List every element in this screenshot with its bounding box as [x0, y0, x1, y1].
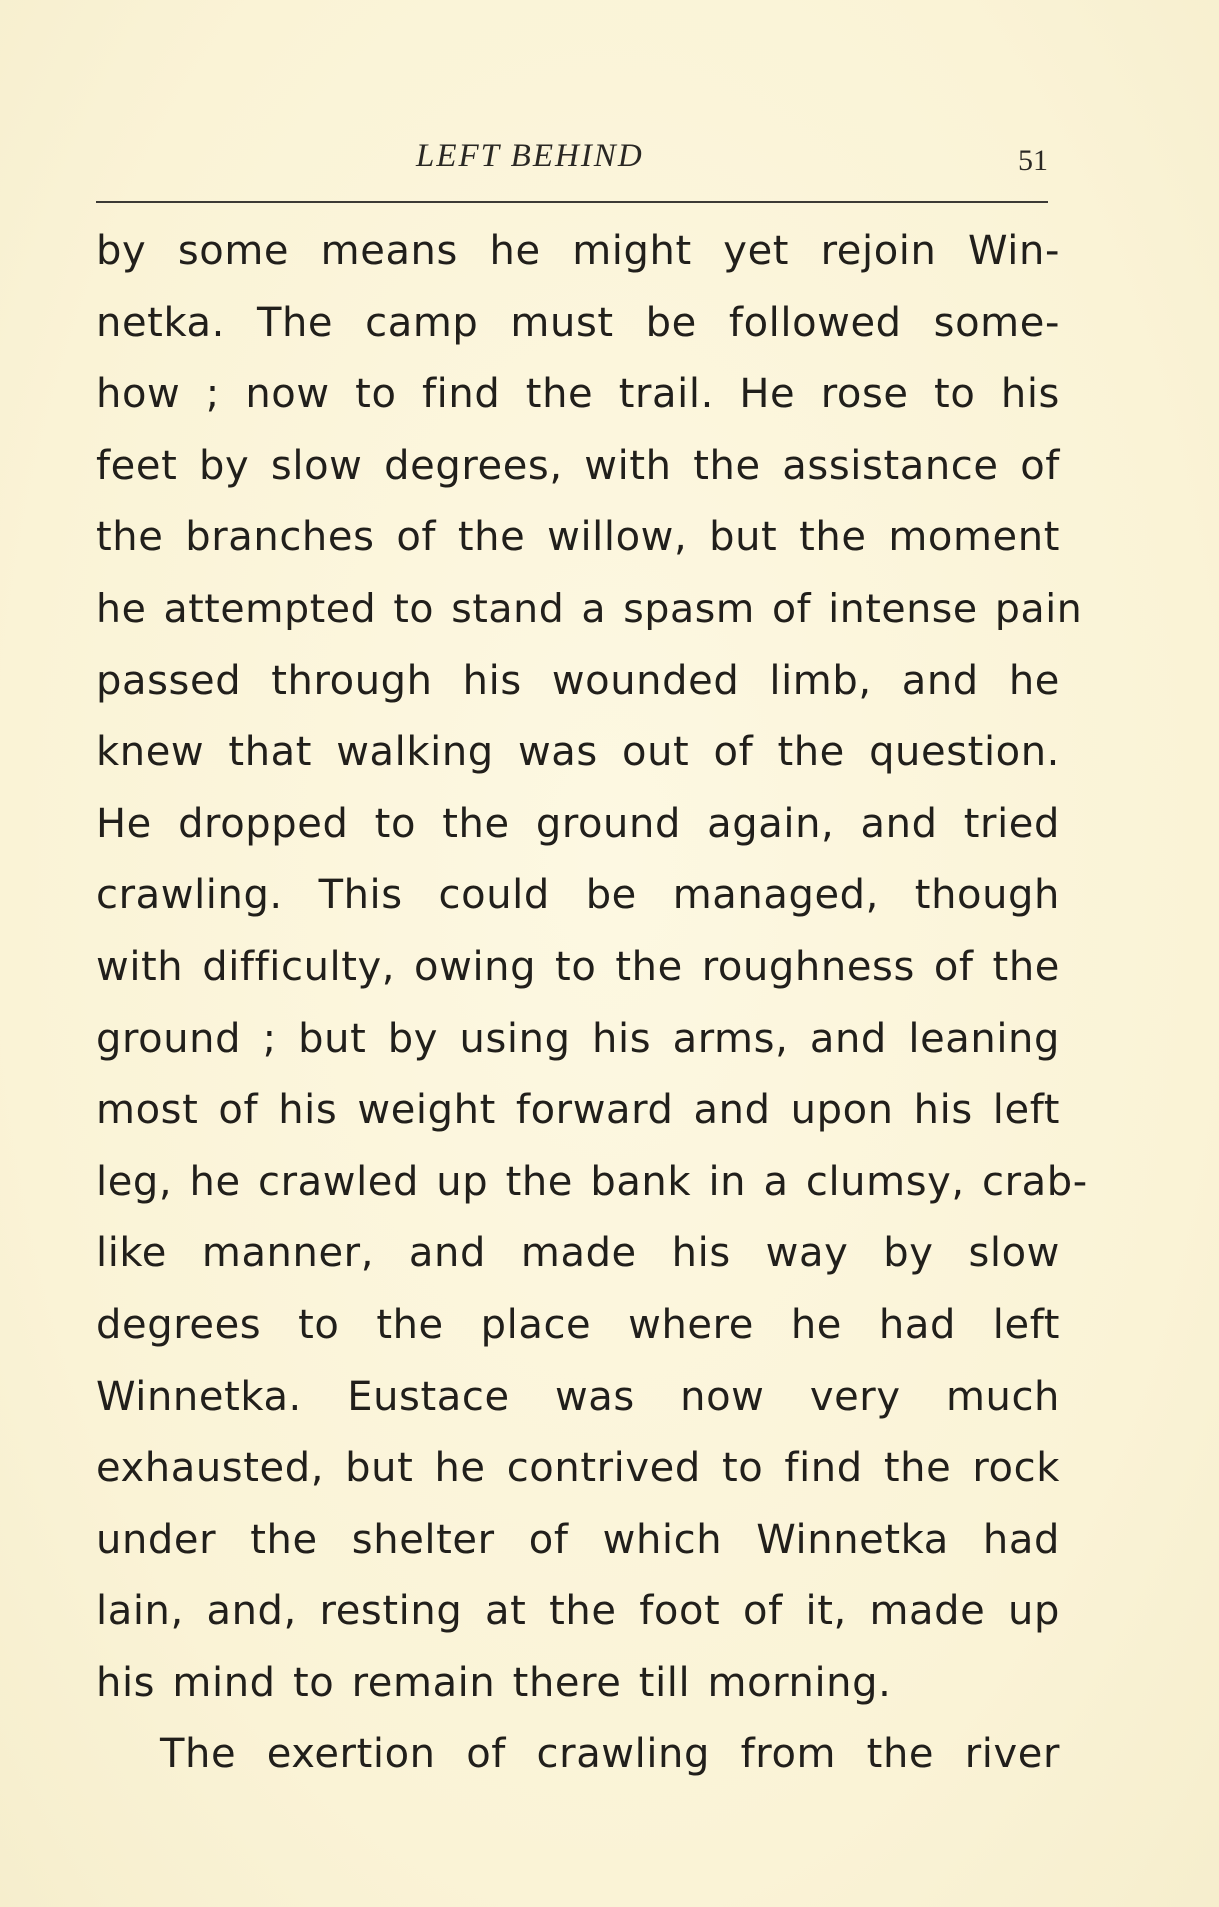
header-rule [96, 201, 1048, 203]
paragraph-start-line: The exertion of crawling from the river [160, 1731, 1060, 1778]
text-line: feet by slow degrees, with the assistance of [96, 442, 1060, 489]
text-line: like manner, and made his way by slow [96, 1230, 1060, 1277]
text-line: by some means he might yet rejoin Win- [96, 228, 1060, 274]
text-line: lain, and, resting at the foot of it, made up [96, 1588, 1060, 1635]
text-line: ground ; but by using his arms, and leaning [96, 1015, 1060, 1062]
text-line: exhausted, but he contrived to find the rock [96, 1445, 1060, 1492]
page-number: 51 [1018, 144, 1048, 177]
page-header [96, 138, 1046, 188]
text-line: how ; now to find the trail. He rose to his [96, 371, 1060, 418]
running-title: LEFT BEHIND [416, 138, 644, 174]
text-line: crawling. This could be managed, though [96, 872, 1060, 919]
text-line: passed through his wounded limb, and he [96, 657, 1060, 704]
text-line: his mind to remain there till morning. [96, 1659, 892, 1706]
text-line: netka. The camp must be followed some- [96, 299, 1060, 346]
text-line: most of his weight forward and upon his left [96, 1087, 1060, 1134]
text-line: He dropped to the ground again, and tried [96, 800, 1060, 847]
body-text [96, 216, 1088, 1791]
text-line: he attempted to stand a spasm of intense pain [96, 585, 1083, 632]
text-line: Winnetka. Eustace was now very much [96, 1373, 1060, 1420]
text-line: knew that walking was out of the question. [96, 729, 1060, 776]
text-line: with difficulty, owing to the roughness of the [96, 943, 1060, 990]
text-line: leg, he crawled up the bank in a clumsy, crab- [96, 1158, 1088, 1205]
text-line: under the shelter of which Winnetka had [96, 1516, 1060, 1563]
text-line: the branches of the willow, but the moment [96, 514, 1060, 561]
text-line: degrees to the place where he had left [96, 1301, 1060, 1348]
